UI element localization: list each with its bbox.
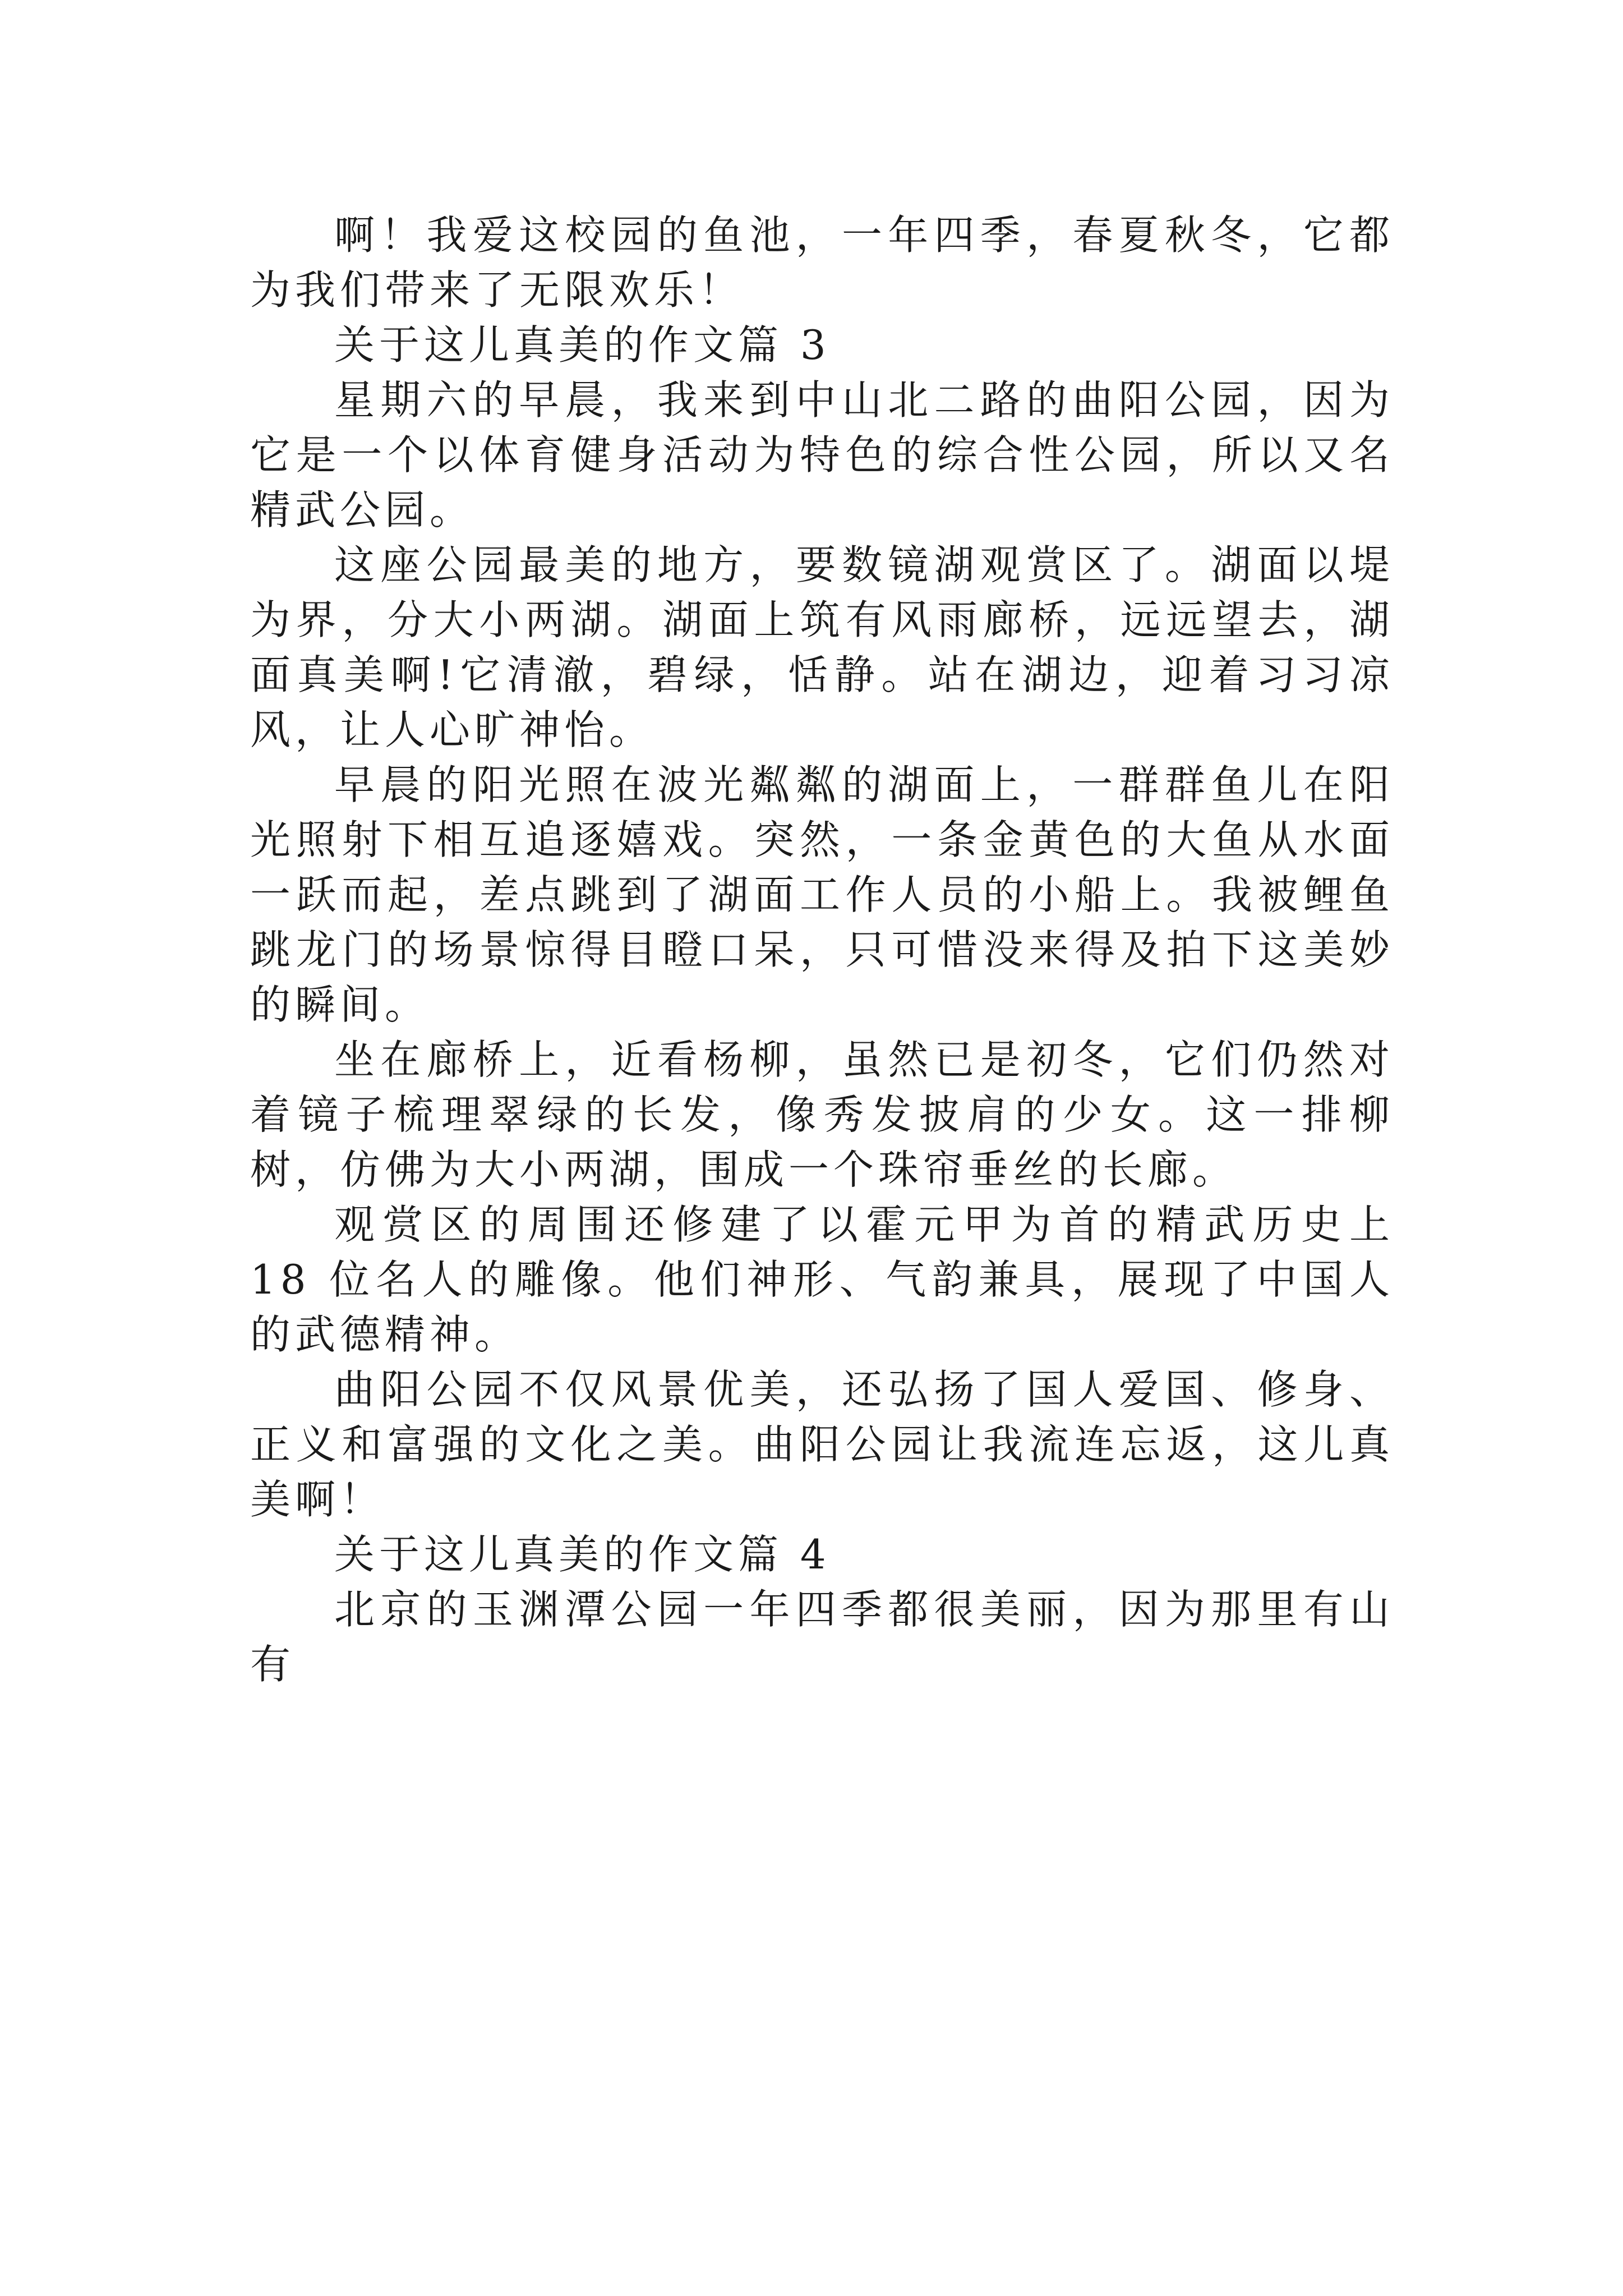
section-heading-3: 关于这儿真美的作文篇 3 [334, 321, 831, 369]
paragraph: 观赏区的周围还修建了以霍元甲为首的精武历史上 18 位名人的雕像。他们神形、气韵兼具，展现了中国人的武德精神。 [250, 1201, 1394, 1358]
section-heading-4: 关于这儿真美的作文篇 4 [334, 1531, 831, 1578]
document-body [250, 208, 1394, 1692]
paragraph: 早晨的阳光照在波光粼粼的湖面上，一群群鱼儿在阳光照射下相互追逐嬉戏。突然，一条金黄色的大鱼从水面一跃而起，差点跳到了湖面工作人员的小船上。我被鲤鱼跳龙门的场景惊得目瞪口呆，只可惜没来得及拍下这美妙的瞬间。 [250, 761, 1394, 1028]
paragraph: 这座公园最美的地方，要数镜湖观赏区了。湖面以堤为界，分大小两湖。湖面上筑有风雨廊桥，远远望去，湖面真美啊!它清澈，碧绿，恬静。站在湖边，迎着习习凉风，让人心旷神怡。 [250, 541, 1394, 753]
paragraph: 坐在廊桥上，近看杨柳，虽然已是初冬，它们仍然对着镜子梳理翠绿的长发，像秀发披肩的少女。这一排柳树，仿佛为大小两湖，围成一个珠帘垂丝的长廊。 [250, 1036, 1394, 1193]
paragraph: 星期六的早晨，我来到中山北二路的曲阳公园，因为它是一个以体育健身活动为特色的综合性公园，所以又名精武公园。 [250, 376, 1394, 533]
paragraph: 曲阳公园不仅风景优美，还弘扬了国人爱国、修身、正义和富强的文化之美。曲阳公园让我流连忘返，这儿真美啊！ [250, 1366, 1394, 1523]
paragraph: 北京的玉渊潭公园一年四季都很美丽，因为那里有山有 [250, 1586, 1394, 1688]
paragraph-closing: 啊！我爱这校园的鱼池，一年四季，春夏秋冬，它都为我们带来了无限欢乐！ [250, 211, 1394, 314]
